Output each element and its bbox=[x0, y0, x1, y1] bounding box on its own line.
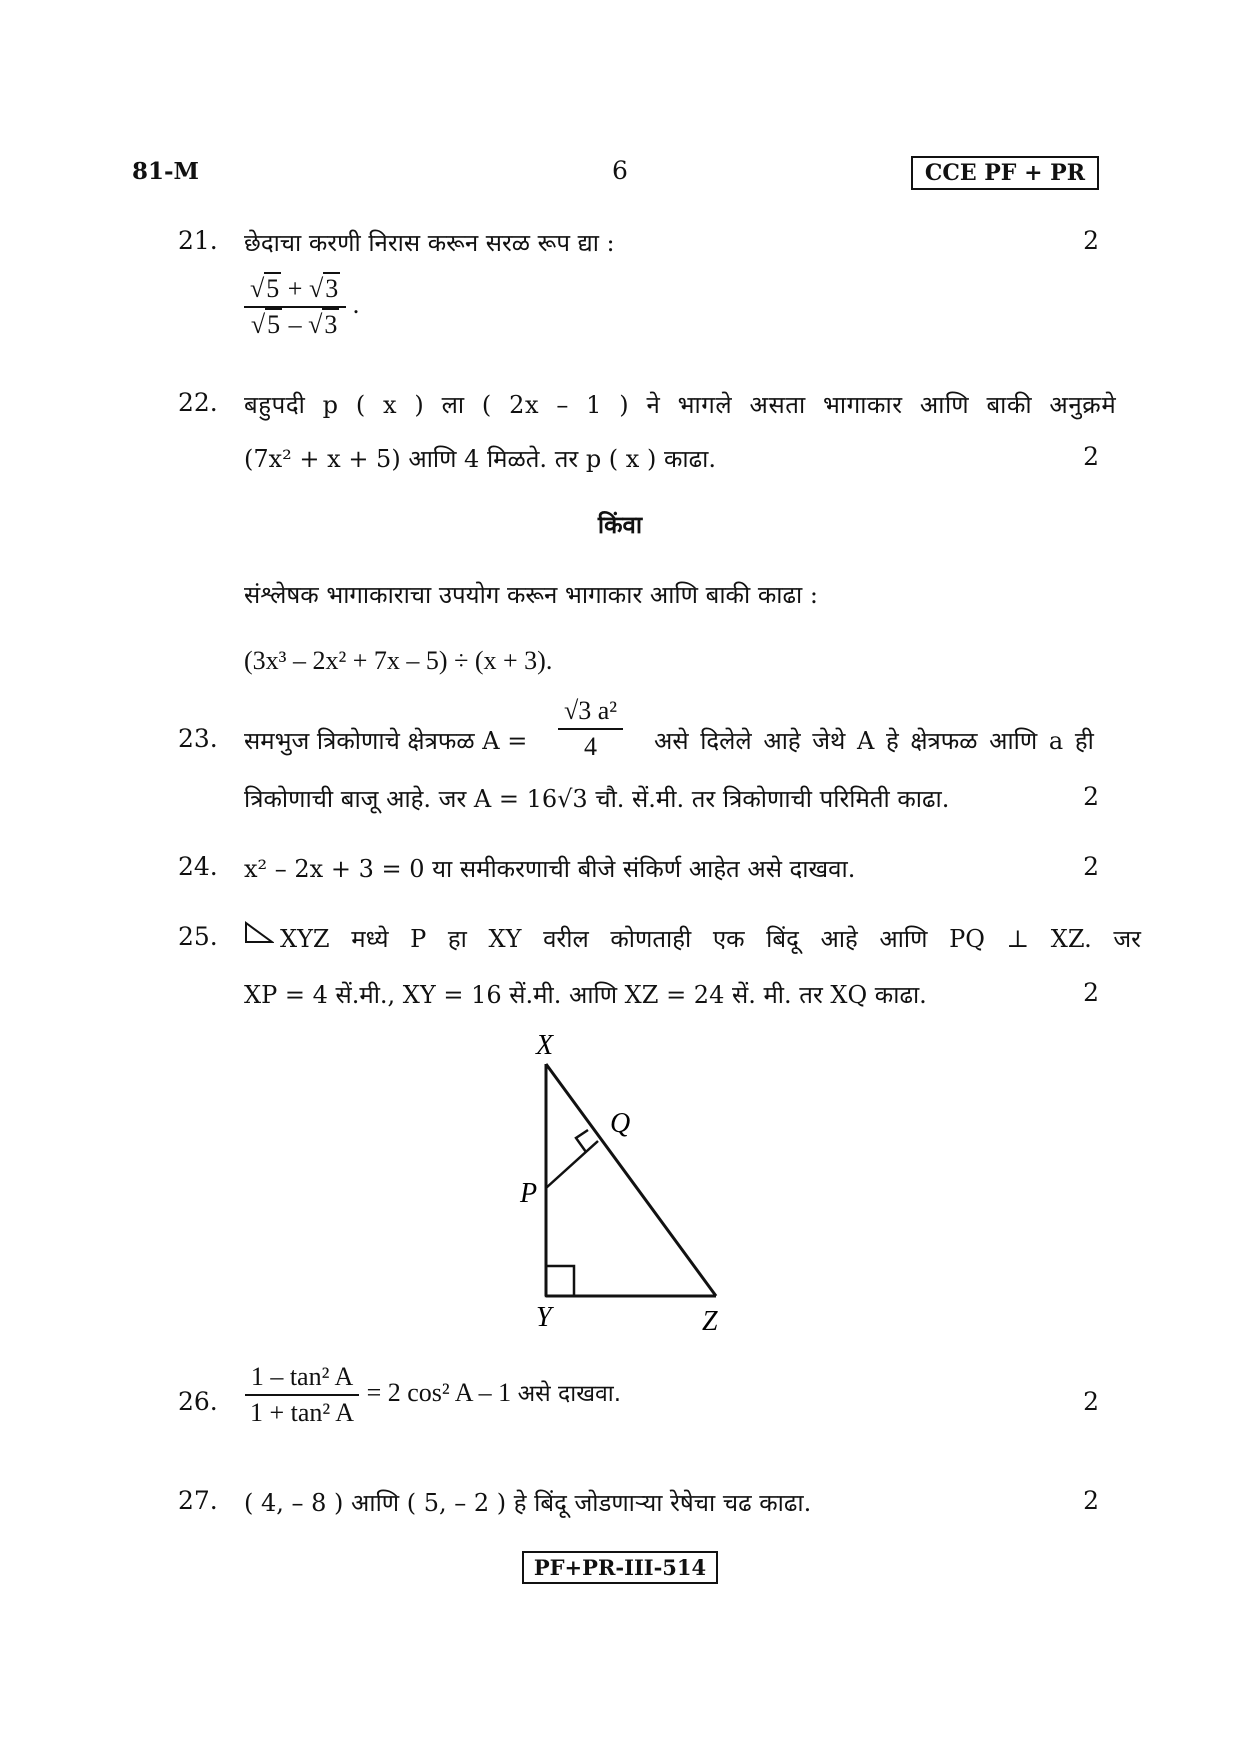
or-heading: किंवा bbox=[597, 510, 643, 539]
question-22-marks: 2 bbox=[1083, 442, 1099, 471]
question-21-fraction: $\frac{√5 + √3}{√5 - √3}$ bbox=[244, 274, 346, 340]
question-23-area-fraction: $\frac{\text{√3 a²}}{4}$ bbox=[558, 696, 623, 762]
question-23-line-1-start: समभुज त्रिकोणाचे क्षेत्रफळ A = bbox=[244, 727, 528, 755]
question-22-alt-line-1: संश्लेषक भागाकाराचा उपयोग करून भागाकार आणि बाकी काढा : bbox=[244, 581, 818, 609]
label-z: Z bbox=[702, 1306, 718, 1337]
question-21-expression: $\frac{√5 + √3}{√5 - √3}$ . bbox=[244, 274, 359, 340]
question-25-line-2: XP = 4 सें.मी., XY = 16 सें.मी. आणि XZ = 24 सें. मी. तर XQ काढा. bbox=[244, 981, 927, 1009]
triangle-symbol-icon bbox=[244, 920, 274, 950]
question-23-line-2: त्रिकोणाची बाजू आहे. जर A = 16√3 चौ. सें.मी. तर त्रिकोणाची परिमिती काढा. bbox=[244, 785, 950, 813]
footer-code-box: PF+PR-III-514 bbox=[522, 1551, 718, 1584]
question-number-22: 22. bbox=[178, 388, 218, 417]
question-21-marks: 2 bbox=[1083, 226, 1099, 255]
right-angle-mark-q bbox=[576, 1130, 588, 1152]
question-24-text: x² – 2x + 3 = 0 या समीकरणाची बीजे संकिर्ण आहेत असे दाखवा. bbox=[244, 855, 856, 883]
page-number: 6 bbox=[612, 156, 628, 185]
segment-pq bbox=[546, 1141, 598, 1188]
question-27-marks: 2 bbox=[1083, 1486, 1099, 1515]
footer-code bbox=[0, 1555, 1240, 1580]
right-angle-mark-y bbox=[546, 1266, 574, 1296]
question-25-line-1: XYZ मध्ये P हा XY वरील कोणताही एक बिंदू आहे आणि PQ ⊥ XZ. जर bbox=[280, 925, 1141, 953]
question-26-rhs: = 2 cos² A – 1 bbox=[366, 1377, 512, 1407]
question-number-23: 23. bbox=[178, 724, 218, 753]
side-xz bbox=[546, 1064, 716, 1296]
triangle-xyz-diagram bbox=[480, 1030, 760, 1344]
question-24-marks: 2 bbox=[1083, 852, 1099, 881]
question-23-line-1-end: असे दिलेले आहे जेथे A हे क्षेत्रफळ आणि a ही bbox=[654, 727, 1094, 755]
question-26-fraction: $\frac{\text{1 – tan² A}}{\text{1 + tan² A}}$ bbox=[244, 1362, 360, 1428]
label-y: Y bbox=[536, 1302, 552, 1333]
question-26-expression bbox=[244, 1362, 621, 1428]
question-number-27: 27. bbox=[178, 1486, 218, 1515]
label-x: X bbox=[536, 1030, 554, 1061]
question-23-marks: 2 bbox=[1083, 782, 1099, 811]
paper-code: 81-M bbox=[132, 158, 200, 185]
question-22-line-1: बहुपदी p ( x ) ला ( 2x – 1 ) ने भागले असता भागाकार आणि बाकी अनुक्रमे bbox=[244, 391, 1117, 419]
question-22-line-2: (7x² + x + 5) आणि 4 मिळते. तर p ( x ) काढा. bbox=[244, 445, 716, 473]
question-number-26: 26. bbox=[178, 1387, 218, 1416]
question-25-marks: 2 bbox=[1083, 978, 1099, 1007]
question-26-tail: असे दाखवा. bbox=[517, 1380, 622, 1407]
question-22-alt-line-2: (3x³ – 2x² + 7x – 5) ÷ (x + 3). bbox=[244, 646, 553, 675]
question-number-21: 21. bbox=[178, 226, 218, 255]
question-21-text: छेदाचा करणी निरास करून सरळ रूप द्या : bbox=[244, 229, 615, 257]
question-number-25: 25. bbox=[178, 922, 218, 951]
question-number-24: 24. bbox=[178, 852, 218, 881]
label-q: Q bbox=[610, 1108, 631, 1139]
question-27-text: ( 4, – 8 ) आणि ( 5, – 2 ) हे बिंदू जोडणाऱ्या रेषेचा चढ काढा. bbox=[244, 1489, 812, 1517]
exam-code-box: CCE PF + PR bbox=[911, 156, 1099, 190]
question-26-marks: 2 bbox=[1083, 1387, 1099, 1416]
label-p: P bbox=[520, 1178, 538, 1209]
